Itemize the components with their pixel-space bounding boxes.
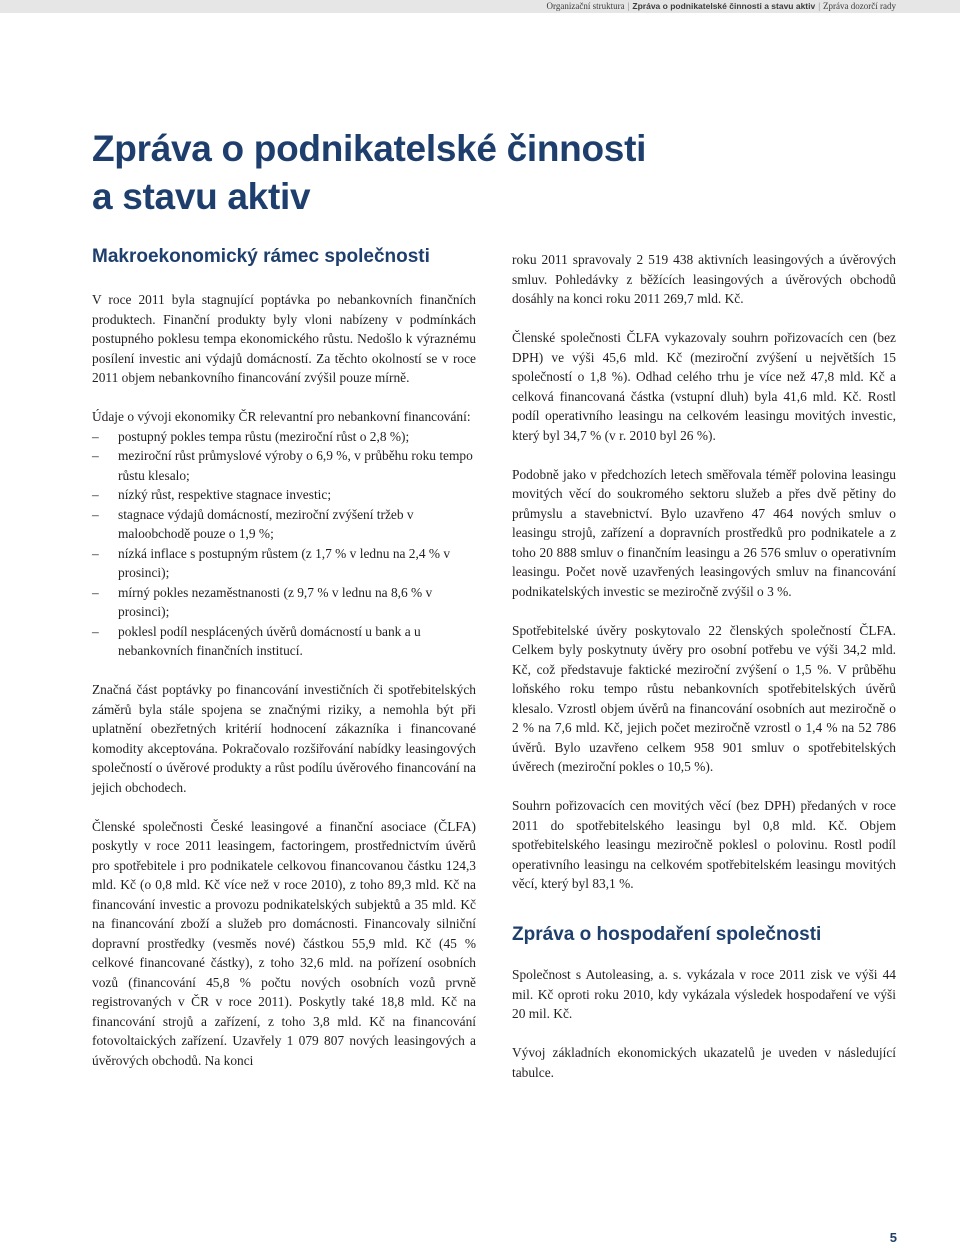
paragraph-clfa-members: Členské společnosti České leasingové a finanční asociace (ČLFA) poskytly v roce 2011 leasingem, factoringem, prostřednictvím úvěrů pro spotřebitele i pro podnikatele celkovou financovanou částku 124,3 mld. Kč (o 0,8 mld. Kč více než v roce 2010), z toho 89,3 mld. Kč na financování investic a provozu podnikatelských subjektů a 35 mld. Kč na financování zboží a služeb pro domácnosti. Financovaly silniční dopravní prostředky (vesměs nové) částkou 55,9 mld. Kč (45 % celkové financované částky), z toho 32,6 mld. na pořízení osobních vozů (financování 45,8 % počtu nových osobních vozů prvně registrovaných v ČR v roce 2011). Poskytly také 18,8 mld. Kč na financování strojů a zařízení, z toho 3,8 mld. Kč na financování fotovoltaických zařízení. Uzavřely 1 079 807 nových leasingových a úvěrových obchodů. Na konci (92, 818, 476, 1068)
right-column-lower (512, 965, 896, 1082)
paragraph-acquisition-prices: Členské společnosti ČLFA vykazovaly souhrn pořizovacích cen (bez DPH) ve výši 45,6 mld. Kč (meziroční zvýšení u největších 15 společností o 1,8 %). Odhad celého trhu je více než 47,8 mld. Kč a celková financovaná částka (vstupní dluh) byla 41,6 mld. Kč. Rostl podíl operativního leasingu na celkovém leasingu movitých investic, který byl 34,7 % (v r. 2010 byl 26 %). (512, 330, 896, 443)
breadcrumb-separator: | (627, 1, 630, 11)
list-item: – meziroční růst průmyslové výroby o 6,9 %, v průběhu roku tempo růstu klesalo; (92, 446, 476, 485)
list-item: – mírný pokles nezaměstnanosti (z 9,7 % v lednu na 8,6 % v prosinci); (92, 583, 476, 622)
section-heading-company: Zpráva o hospodaření společnosti (512, 924, 822, 945)
list-item: – nízká inflace s postupným růstem (z 1,7 % v lednu na 2,4 % v prosinci); (92, 544, 476, 583)
list-item: – poklesl podíl nesplácených úvěrů domácností u bank a u nebankovních finančních institucí. (92, 622, 476, 661)
section-heading-macro: Makroekonomický rámec společnosti (92, 246, 430, 267)
list-item: – stagnace výdajů domácností, meziroční zvýšení tržeb v maloobchodě pouze o 1,9 %; (92, 505, 476, 544)
paragraph-table-intro: Vývoj základních ekonomických ukazatelů je uveden v následující tabulce. (512, 1045, 896, 1080)
breadcrumb (547, 0, 896, 13)
breadcrumb-item-current[interactable]: Zpráva o podnikatelské činnosti a stavu aktiv (632, 1, 816, 11)
paragraph-demand: Značná část poptávky po financování investičních či spotřebitelských záměrů byla stále spojena se značnými riziky, a nemohla být při uplatnění obezřetných kritérií hodnocení zákazníka i financované komodity akceptována. Pokračovalo rozšiřování nabídky leasingových společností o úvěrové produkty a růst podílu úvěrového financování na jejich obchodech. (92, 682, 476, 795)
page-title (92, 125, 646, 221)
left-column (92, 290, 476, 1070)
right-column (512, 250, 896, 894)
list-item: – postupný pokles tempa růstu (meziroční růst o 2,8 %); (92, 427, 476, 447)
paragraph-profit: Společnost s Autoleasing, a. s. vykázala v roce 2011 zisk ve výši 44 mil. Kč oproti roku 2010, kdy vykázala výsledek hospodaření ve výši 20 mil. Kč. (512, 967, 896, 1021)
indicator-list (92, 427, 476, 661)
paragraph-consumer-credit: Spotřebitelské úvěry poskytovalo 22 členských společností ČLFA. Celkem byly poskytnuty úvěry pro osobní potřebu ve výši 34,2 mld. Kč, což představuje faktické meziroční zvýšení o 1,5 %. V průběhu loňského roku tempo růstu nebankovních spotřebitelských úvěrů klesalo. Vzrostl objem úvěrů na financování osobních aut meziročně o 2 % na 7,6 mld. Kč, jejich počet meziročně vzrostl o 1,4 % na 52 786 úvěrů. Bylo uzavřeno celkem 958 901 smluv o spotřebitelských úvěrech (meziroční pokles o 10,5 %). (512, 622, 896, 774)
list-item: – nízký růst, respektive stagnace investic; (92, 485, 476, 505)
paragraph-leasing-sectors: Podobně jako v předchozích letech směřovala téměř polovina leasingu movitých věcí do soukromého sektoru služeb a přes dvě pětiny do průmyslu a stavebnictví. Bylo uzavřeno 47 464 nových smluv o leasingu strojů, zařízení a dopravních prostředků pro podnikatele a z toho 20 888 smluv o finančním leasingu a 26 576 smluv o operativním leasingu. Počet nově uzavřených leasingových smluv na financování podnikatelských investic se meziročně zvýšil o 3 %. (512, 466, 896, 599)
paragraph-consumer-leasing: Souhrn pořizovacích cen movitých věcí (bez DPH) předaných v roce 2011 do spotřebitelského leasingu byl 0,8 mld. Kč. Objem spotřebitelského leasingu meziročně poklesl o polovinu. Rostl podíl operativního leasingu na celkovém spotřebitelském leasingu movitých věcí, který byl 83,1 %. (512, 798, 896, 891)
paragraph-contracts: roku 2011 spravovaly 2 519 438 aktivních leasingových a úvěrových smluv. Pohledávky z běžících leasingových a úvěrových obchodů dosáhly na konci roku 2011 269,7 mld. Kč. (512, 252, 896, 306)
page-number: 5 (889, 1230, 897, 1245)
breadcrumb-item-zprava-dozorci-rady[interactable]: Zpráva dozorčí rady (823, 1, 896, 11)
breadcrumb-separator: | (818, 1, 821, 11)
page-title-line-1: Zpráva o podnikatelské činnosti (92, 128, 647, 169)
paragraph-indicators-intro: Údaje o vývoji ekonomiky ČR relevantní pro nebankovní financování: (92, 409, 471, 424)
paragraph-macro-intro: V roce 2011 byla stagnující poptávka po nebankovních finančních produktech. Finanční produkty byly vloni nabízeny v podmínkách postupného poklesu tempa ekonomického růstu. Nedošlo k výraznému posílení investic ani výdajů domácností. Za těchto okolností se v roce 2011 objem nebankovního financování zvýšil pouze mírně. (92, 292, 476, 385)
page-title-line-2: a stavu aktiv (92, 176, 311, 217)
breadcrumb-item-organizacni-struktura[interactable]: Organizační struktura (546, 1, 625, 11)
